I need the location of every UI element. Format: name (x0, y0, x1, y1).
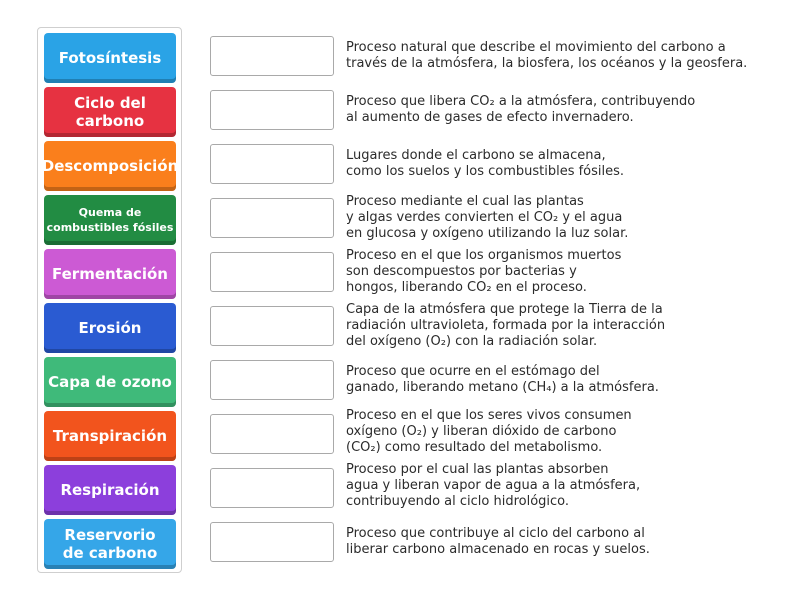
definition-10: Proceso que contribuye al ciclo del carbono al liberar carbono almacenado en rocas y suelos. (346, 526, 650, 557)
drop-box-8[interactable] (210, 414, 334, 454)
tile-ciclo-del-carbono[interactable]: Ciclo del carbono (44, 87, 176, 137)
drop-box-2[interactable] (210, 90, 334, 130)
tile-fermentacion[interactable]: Fermentación (44, 249, 176, 299)
definition-6: Capa de la atmósfera que protege la Tierra de la radiación ultravioleta, formada por la interacción del oxígeno (O₂) con la radiación solar. (346, 302, 666, 349)
definition-4: Proceso mediante el cual las plantas y algas verdes convierten el CO₂ y el agua en glucosa y oxígeno utilizando la luz solar. (346, 194, 629, 241)
drop-box-9[interactable] (210, 468, 334, 508)
drop-box-3[interactable] (210, 144, 334, 184)
drop-box-5[interactable] (210, 252, 334, 292)
tile-capa-de-ozono[interactable]: Capa de ozono (44, 357, 176, 407)
tile-reservorio-de-carbono[interactable]: Reservorio de carbono (44, 519, 176, 569)
drop-box-4[interactable] (210, 198, 334, 238)
definition-3: Lugares donde el carbono se almacena, como los suelos y los combustibles fósiles. (346, 148, 625, 179)
definition-1: Proceso natural que describe el movimiento del carbono a través de la atmósfera, la biosfera, los océanos y la geosfera. (346, 40, 748, 71)
tile-transpiracion[interactable]: Transpiración (44, 411, 176, 461)
definition-8: Proceso en el que los seres vivos consumen oxígeno (O₂) y liberan dióxido de carbono (CO₂) como resultado del metabolismo. (346, 408, 632, 455)
drop-box-7[interactable] (210, 360, 334, 400)
tile-erosion[interactable]: Erosión (44, 303, 176, 353)
definition-7: Proceso que ocurre en el estómago del ganado, liberando metano (CH₄) a la atmósfera. (346, 364, 659, 395)
drop-box-6[interactable] (210, 306, 334, 346)
definition-9: Proceso por el cual las plantas absorben agua y liberan vapor de agua a la atmósfera, contribuyendo al ciclo hidrológico. (346, 462, 641, 509)
definition-2: Proceso que libera CO₂ a la atmósfera, contribuyendo al aumento de gases de efecto invernadero. (346, 94, 696, 125)
tile-descomposicion[interactable]: Descomposición (44, 141, 176, 191)
tile-quema-combustibles[interactable]: Quema de combustibles fósiles (44, 195, 176, 245)
tile-panel (37, 27, 182, 573)
drop-box-10[interactable] (210, 522, 334, 562)
tile-respiracion[interactable]: Respiración (44, 465, 176, 515)
tile-fotosintesis[interactable]: Fotosíntesis (44, 33, 176, 83)
definition-5: Proceso en el que los organismos muertos son descompuestos por bacterias y hongos, liberando CO₂ en el proceso. (346, 248, 622, 295)
drop-box-1[interactable] (210, 36, 334, 76)
